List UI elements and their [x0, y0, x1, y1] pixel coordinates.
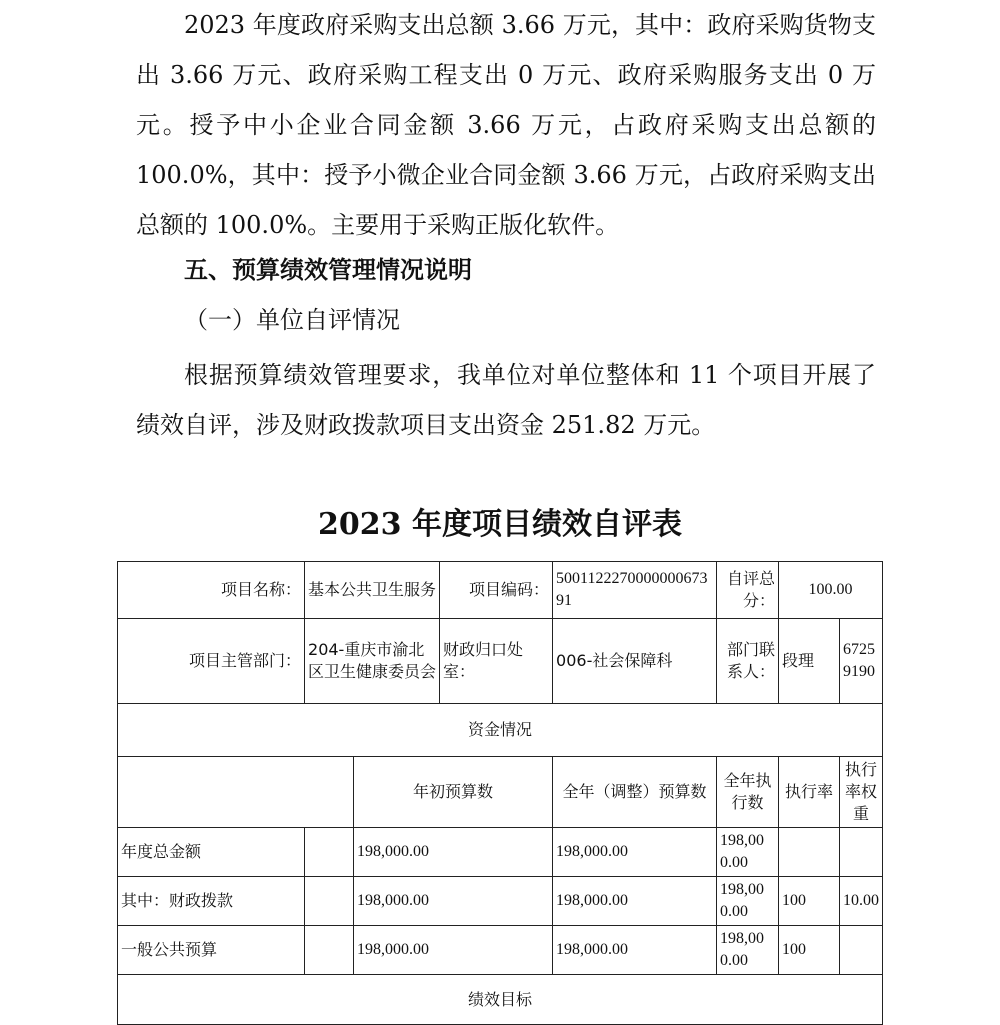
- funds-section-header: 资金情况: [118, 704, 883, 757]
- finance-office-label: 财政归口处室：: [440, 619, 553, 704]
- adjusted-value: 198,000.00: [553, 926, 717, 975]
- blank-cell: [305, 877, 354, 926]
- table-row: [118, 562, 883, 619]
- section-heading-budget-performance: 五、预算绩效管理情况说明: [184, 256, 472, 284]
- contact-label: 部门联系人：: [717, 619, 779, 704]
- blank-cell: [305, 926, 354, 975]
- rate-value: [779, 828, 840, 877]
- weight-value: [840, 828, 883, 877]
- goals-section-header: 绩效目标: [118, 975, 883, 1025]
- adjusted-value: 198,000.00: [553, 877, 717, 926]
- weight-value: 10.00: [840, 877, 883, 926]
- executed-value: 198,000.00: [717, 877, 779, 926]
- table-row: [118, 704, 883, 757]
- header-blank: [118, 757, 354, 828]
- table-title: 2023 年度项目绩效自评表: [318, 507, 682, 542]
- row-label: 年度总金额: [118, 828, 305, 877]
- score-value: 100.00: [779, 562, 883, 619]
- project-code-label: 项目编码：: [440, 562, 553, 619]
- performance-table: [117, 561, 883, 1025]
- col-header-initial: 年初预算数: [354, 757, 553, 828]
- rate-value: 100: [779, 926, 840, 975]
- adjusted-value: 198,000.00: [553, 828, 717, 877]
- initial-value: 198,000.00: [354, 926, 553, 975]
- table-row: [118, 828, 883, 877]
- score-label: 自评总分：: [717, 562, 779, 619]
- col-header-adjusted: 全年（调整）预算数: [553, 757, 717, 828]
- table-row: [118, 877, 883, 926]
- table-row: [118, 975, 883, 1025]
- initial-value: 198,000.00: [354, 877, 553, 926]
- initial-value: 198,000.00: [354, 828, 553, 877]
- table-row: [118, 619, 883, 704]
- dept-value: 204-重庆市渝北区卫生健康委员会: [305, 619, 440, 704]
- finance-office-value: 006-社会保障科: [553, 619, 717, 704]
- col-header-executed: 全年执行数: [717, 757, 779, 828]
- subsection-heading-self-evaluation: （一）单位自评情况: [184, 306, 400, 334]
- row-label: 其中：财政拨款: [118, 877, 305, 926]
- contact-value: 段理: [779, 619, 840, 704]
- procurement-paragraph: 2023 年度政府采购支出总额 3.66 万元，其中：政府采购货物支出 3.66 万元、政府采购工程支出 0 万元、政府采购服务支出 0 万元。授予中小企业合同金额 3.66 万元，占政府采购支出总额的 100.0%，其中：授予小微企业合同金额 3.66 万元，占政府采购支出总额的 100.0%。主要用于采购正版化软件。: [136, 11, 876, 239]
- project-name-value: 基本公共卫生服务: [305, 562, 440, 619]
- executed-value: 198,000.00: [717, 926, 779, 975]
- table-row: [118, 757, 883, 828]
- project-name-label: 项目名称：: [118, 562, 305, 619]
- col-header-rate: 执行率: [779, 757, 840, 828]
- dept-label: 项目主管部门：: [118, 619, 305, 704]
- weight-value: [840, 926, 883, 975]
- row-label: 一般公共预算: [118, 926, 305, 975]
- col-header-weight: 执行率权重: [840, 757, 883, 828]
- self-evaluation-paragraph: 根据预算绩效管理要求，我单位对单位整体和 11 个项目开展了绩效自评，涉及财政拨款项目支出资金 251.82 万元。: [136, 361, 876, 439]
- project-code-value: 500112227000000067391: [553, 562, 717, 619]
- executed-value: 198,000.00: [717, 828, 779, 877]
- rate-value: 100: [779, 877, 840, 926]
- phone-value: 67259190: [840, 619, 883, 704]
- table-row: [118, 926, 883, 975]
- blank-cell: [305, 828, 354, 877]
